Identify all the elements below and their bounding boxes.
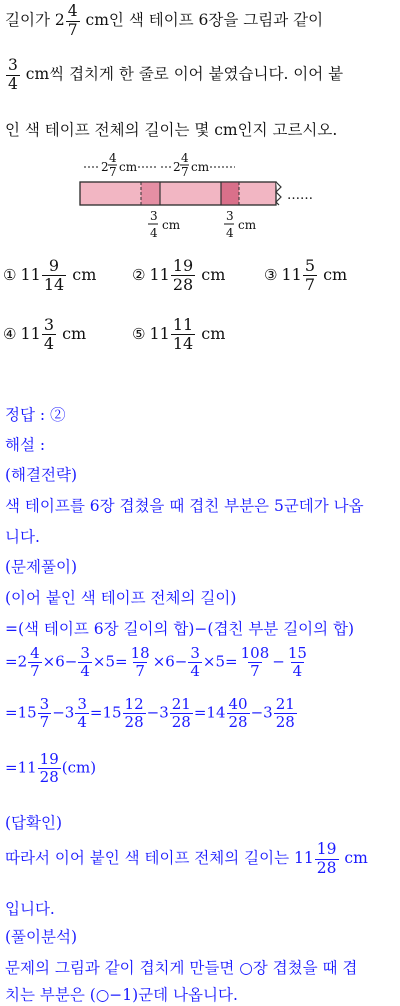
tape-overlap-1 [141, 182, 160, 205]
question-text: cm씩 겹치게 한 줄로 이어 붙였습니다. 이어 붙 [20, 65, 344, 83]
svg-text:7: 7 [181, 165, 189, 179]
tape-length-label-2 [161, 151, 235, 179]
fraction: $\frac{4}{7}$ [67, 2, 78, 39]
svg-text:3: 3 [150, 209, 158, 223]
fraction: $\frac{11}{14}$ [172, 315, 194, 353]
option-1[interactable]: ① 11 $\frac{9}{14}$ cm [3, 256, 97, 294]
option-marker: ③ [264, 266, 278, 284]
tape-overlap-2 [221, 182, 239, 205]
option-marker: ④ [3, 325, 17, 343]
tape-strip [80, 182, 276, 205]
check-text-1: 따라서 이어 붙인 색 테이프 전체의 길이는 11 $\frac{19}{28}$ cm [5, 840, 368, 877]
fraction: $\frac{3}{4}$ [8, 56, 18, 93]
fraction: $\frac{9}{14}$ [43, 256, 65, 294]
equation-line-3: =11 $\frac{19}{28}$ (cm) [5, 750, 97, 786]
svg-text:7: 7 [109, 165, 117, 179]
svg-text:4: 4 [226, 226, 234, 240]
fraction: $\frac{5}{7}$ [304, 256, 315, 294]
strategy-text-1: 색 테이프를 6장 겹쳤을 때 겹친 부분은 5군데가 나옵 [5, 497, 364, 515]
overlap-label-1 [148, 209, 181, 240]
solve-text-1: (이어 붙인 색 테이프 전체의 길이) [5, 589, 237, 607]
tape-figure [0, 145, 400, 245]
svg-text:2: 2 [101, 160, 109, 174]
svg-text:3: 3 [226, 209, 234, 223]
option-4[interactable]: ④ 11 $\frac{3}{4}$ cm [3, 315, 87, 353]
analysis-title: (풀이분석) [5, 928, 77, 946]
question-line-2 [5, 58, 396, 92]
option-3[interactable]: ③ 11 $\frac{5}{7}$ cm [264, 256, 348, 294]
option-marker: ② [132, 266, 146, 284]
check-text-2: 입니다. [5, 900, 55, 918]
strategy-title: (해결전략) [5, 466, 77, 484]
question-text: 길이가 [5, 11, 55, 29]
question-line-3: 인 색 테이프 전체의 길이는 몇 cm인지 고르시오. [5, 121, 338, 139]
mixed-whole: 2 [54, 11, 65, 29]
svg-text:4: 4 [109, 151, 117, 165]
svg-text:cm: cm [119, 160, 138, 174]
question-line-1 [5, 4, 396, 38]
option-2[interactable]: ② 11 $\frac{19}{28}$ cm [132, 256, 226, 294]
option-marker: ⑤ [132, 325, 146, 343]
question-text: cm인 색 테이프 6장을 그림과 같이 [80, 11, 324, 29]
check-title: (답확인) [5, 814, 63, 832]
explanation-label: 해설 : [5, 436, 46, 454]
svg-text:2: 2 [173, 160, 181, 174]
tape-ellipsis: …… [287, 188, 313, 203]
svg-text:cm: cm [162, 218, 181, 232]
analysis-text-1: 문제의 그림과 같이 겹치게 만들면 ○장 겹쳤을 때 겹 [5, 959, 358, 977]
solve-title: (문제풀이) [5, 558, 77, 576]
equation-line-2: =15 $\frac{3}{7}$ −3 $\frac{3}{4}$ =15 $\frac{12}{28}$ −3 $\frac{21}{28}$ =14 $\frac{40}{28}$ −3 $\frac{21}{28}$ [5, 695, 295, 731]
svg-text:cm: cm [191, 160, 210, 174]
fraction: $\frac{19}{28}$ [172, 256, 194, 294]
tape-torn-edge [276, 182, 281, 205]
analysis-text-2: 치는 부분은 (○−1)군데 나옵니다. [5, 986, 238, 1004]
solve-text-2: =(색 테이프 6장 길이의 합)−(겹친 부분 길이의 합) [5, 620, 355, 638]
option-marker: ① [3, 266, 17, 284]
svg-text:cm: cm [238, 218, 257, 232]
tape-length-label-1 [84, 151, 156, 179]
answer-label: 정답 : ② [5, 406, 66, 424]
equation-line-1: =2 $\frac{4}{7}$ ×6− $\frac{3}{4}$ ×5= $\frac{18}{7}$ ×6− $\frac{3}{4}$ ×5= $\frac{108}{7}$ − $\frac{15}{4}$ [5, 644, 307, 680]
strategy-text-2: 니다. [5, 528, 40, 546]
svg-text:4: 4 [181, 151, 189, 165]
svg-text:4: 4 [150, 226, 158, 240]
option-5[interactable]: ⑤ 11 $\frac{11}{14}$ cm [132, 315, 226, 353]
fraction: $\frac{3}{4}$ [43, 315, 54, 353]
overlap-label-2 [224, 209, 257, 240]
